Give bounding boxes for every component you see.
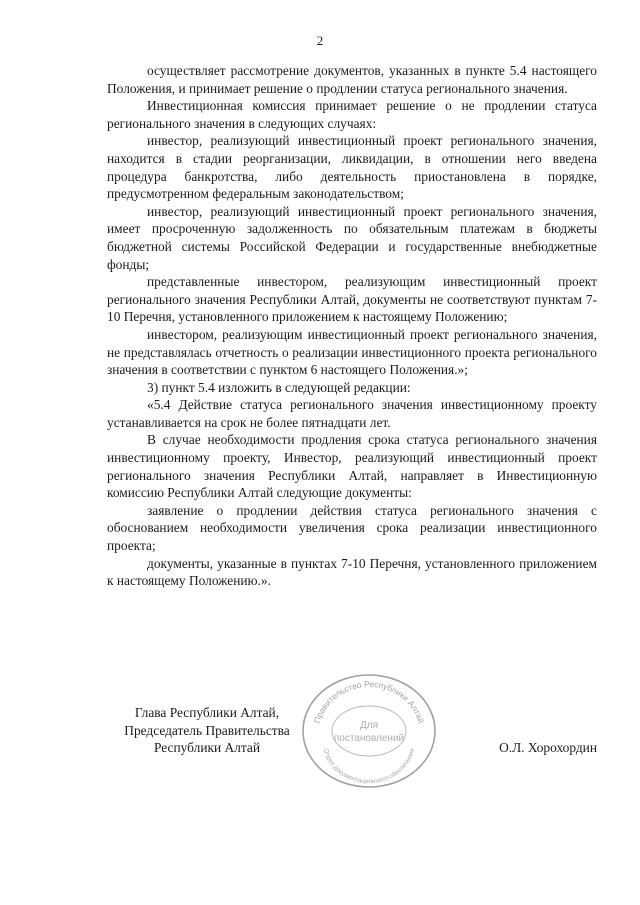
signatory-title-line: Председатель Правительства	[124, 722, 290, 738]
signatory-title-line: Глава Республики Алтай,	[134, 705, 280, 720]
stamp-outer-ring	[303, 675, 435, 787]
stamp-outer-text: Правительство Республики Алтай	[311, 678, 427, 725]
stamp-center-line: Для	[359, 720, 379, 731]
paragraph: осуществляет рассмотрение документов, указанных в пункте 5.4 настоящего Положения, и принимает решение о продлении статуса регионального значения.	[107, 63, 597, 96]
paragraph: «5.4 Действие статуса регионального значения инвестиционному проекту устанавливается на срок не более пятнадцати лет.	[107, 397, 597, 430]
paragraph: представленные инвестором, реализующим инвестиционный проект регионального значения Республики Алтай, документы не соответствуют пунктам 7-10 Перечня, установленного приложением к настоящему Положению;	[107, 274, 597, 325]
paragraph: 3) пункт 5.4 изложить в следующей редакции:	[147, 379, 411, 395]
paragraph: В случае необходимости продления срока статуса регионального значения инвестиционному проекту, Инвестор, реализующий инвестиционный проект регионального значения Республики Алтай, направляет в Инвестиционную комиссию Республики Алтай следующие документы:	[107, 432, 597, 501]
paragraph: Инвестиционная комиссия принимает решение о не продлении статуса регионального значения в следующих случаях:	[107, 98, 597, 131]
paragraph: документы, указанные в пунктах 7-10 Перечня, установленного приложением к настоящему Положению.».	[107, 555, 597, 589]
paragraph: инвестор, реализующий инвестиционный проект регионального значения, находится в стадии реорганизации, ликвидации, в отношении него введена процедура банкротства, либо деятельность приостановлена в порядке, предусмотренном федеральным законодательством;	[107, 133, 597, 202]
stamp-bottom-text: Отдел документационного обеспечения	[321, 747, 417, 786]
official-stamp	[298, 672, 440, 790]
stamp-inner-ring	[332, 706, 406, 756]
signatory-title-line: Республики Алтай	[153, 740, 260, 756]
paragraph: заявление о продлении действия статуса регионального значения с обоснованием необходимости увеличения срока реализации инвестиционного проекта;	[107, 502, 597, 554]
signatory-title	[107, 704, 307, 757]
document-body	[107, 62, 597, 590]
signatory-name: О.Л. Хорохордин	[499, 740, 597, 755]
stamp-center-line: постановлений	[333, 733, 405, 744]
page-number: 2	[316, 33, 324, 48]
paragraph: инвестор, реализующий инвестиционный проект регионального значения, имеет просроченную задолженность по обязательным платежам в бюджеты бюджетной системы Российской Федерации и государственные внебюджетные фонды;	[107, 203, 597, 272]
paragraph: инвестором, реализующим инвестиционный проект регионального значения, не представлялась отчетность о реализации инвестиционного проекта регионального значения в соответствии с пунктом 6 настоящего Положения.»;	[107, 326, 597, 378]
